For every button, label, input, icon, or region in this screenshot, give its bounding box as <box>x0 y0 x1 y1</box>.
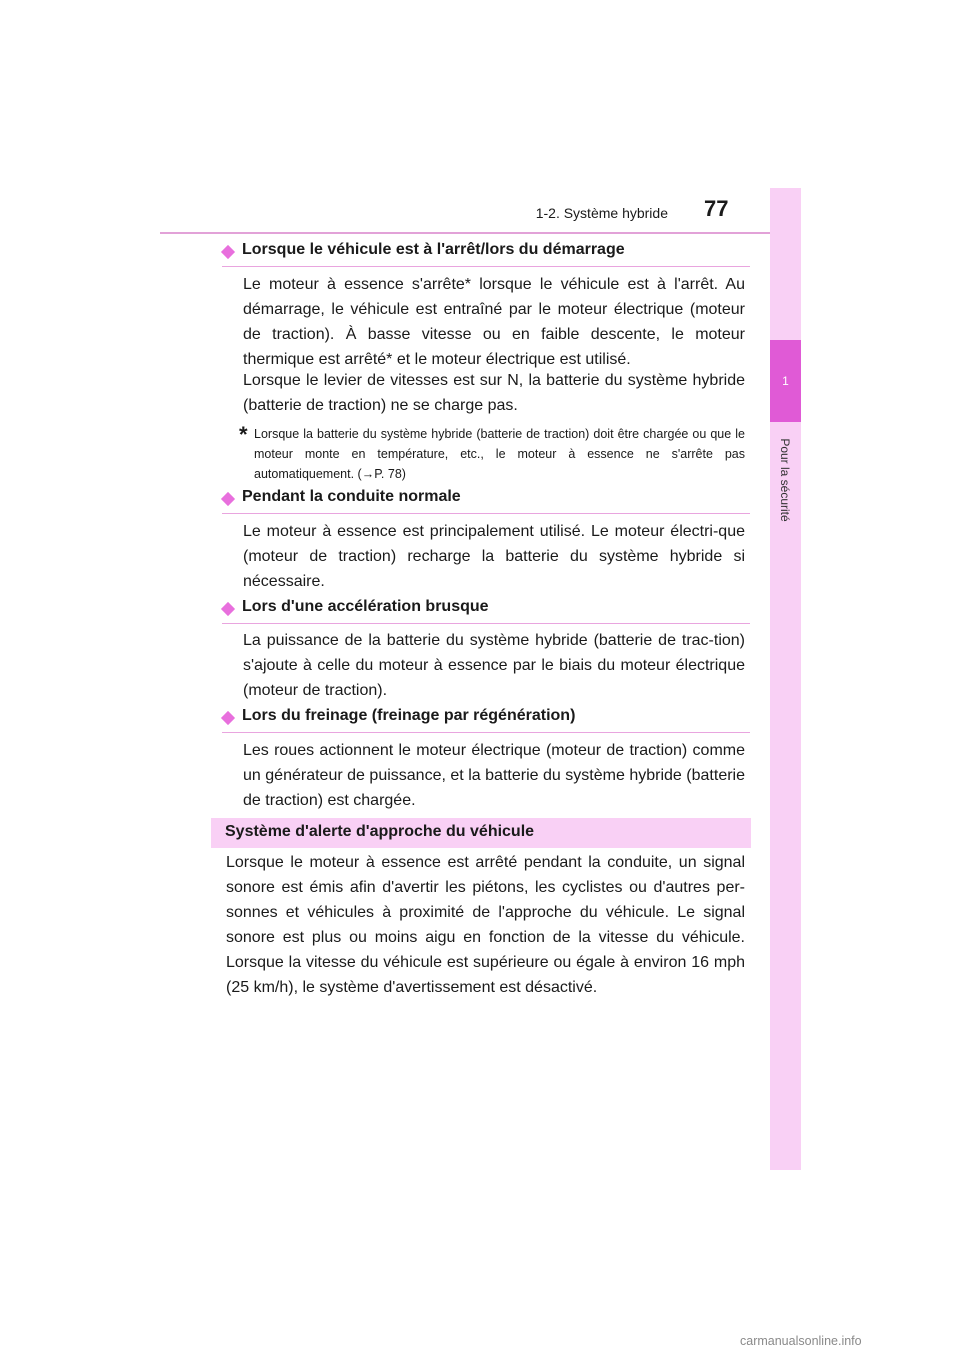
chapter-number: 1 <box>782 374 789 388</box>
subheading-stop-start <box>222 240 750 267</box>
paragraph: Lorsque le moteur à essence est arrêté pendant la conduite, un signal sonore est émis afin d'avertir les piétons, les cyclistes ou d'autres per-sonnes et véhicules à proximité de l'approche du véhicule. Le signal sonore est plus ou moins aigu en fonction de la vitesse du véhicule. Lorsque la vitesse du véhicule est supérieure ou égale à environ 16 mph (25 km/h), le système d'avertissement est désactivé. <box>226 854 745 996</box>
footnote-text: Lorsque la batterie du système hybride (batterie de traction) doit être chargée ou que le moteur monte en température, etc., le moteur à essence ne s'arrête pas automatiquement. (→P. 78) <box>254 427 745 481</box>
diamond-icon <box>221 245 235 259</box>
paragraph: Le moteur à essence est principalement utilisé. Le moteur électri-que (moteur de traction) recharge la batterie du système hybride si nécessaire. <box>243 523 745 590</box>
paragraph: Le moteur à essence s'arrête* lorsque le véhicule est à l'arrêt. Au démarrage, le véhicule est entraîné par le moteur électrique (moteur de traction). À basse vitesse ou en faible descente, le moteur thermique est arrêté* et le moteur électrique est utilisé. <box>243 276 745 368</box>
subheading-text: Lors du freinage (freinage par régénération) <box>242 707 576 724</box>
header-section-title: 1-2. Système hybride <box>535 205 668 221</box>
paragraph: La puissance de la batterie du système hybride (batterie de trac-tion) s'ajoute à celle du moteur à essence par le biais du moteur électrique (moteur de traction). <box>243 632 745 699</box>
diamond-icon <box>221 711 235 725</box>
section-title-box <box>211 818 751 848</box>
subheading-braking <box>222 706 750 733</box>
watermark: carmanualsonline.info <box>740 1334 862 1348</box>
subheading-normal-driving <box>222 487 750 514</box>
chapter-label: Pour la sécurité <box>778 438 792 522</box>
footnote-mark: * <box>239 422 248 447</box>
subheading-text: Lors d'une accélération brusque <box>242 598 489 615</box>
paragraph: Les roues actionnent le moteur électrique (moteur de traction) comme un générateur de puissance, et la batterie du système hybride (batterie de traction) est chargée. <box>243 742 745 809</box>
diamond-icon <box>221 492 235 506</box>
subheading-text: Pendant la conduite normale <box>242 488 461 505</box>
header-divider <box>160 232 800 234</box>
section-title: Système d'alerte d'approche du véhicule <box>225 823 535 840</box>
page-number: 77 <box>704 196 729 221</box>
chapter-side-tab <box>770 188 801 1170</box>
subheading-text: Lorsque le véhicule est à l'arrêt/lors du démarrage <box>242 241 625 258</box>
paragraph: Lorsque le levier de vitesses est sur N, la batterie du système hybride (batterie de traction) ne se charge pas. <box>243 372 745 414</box>
subheading-acceleration <box>222 597 750 624</box>
chapter-label-wrap <box>760 420 810 540</box>
diamond-icon <box>221 602 235 616</box>
